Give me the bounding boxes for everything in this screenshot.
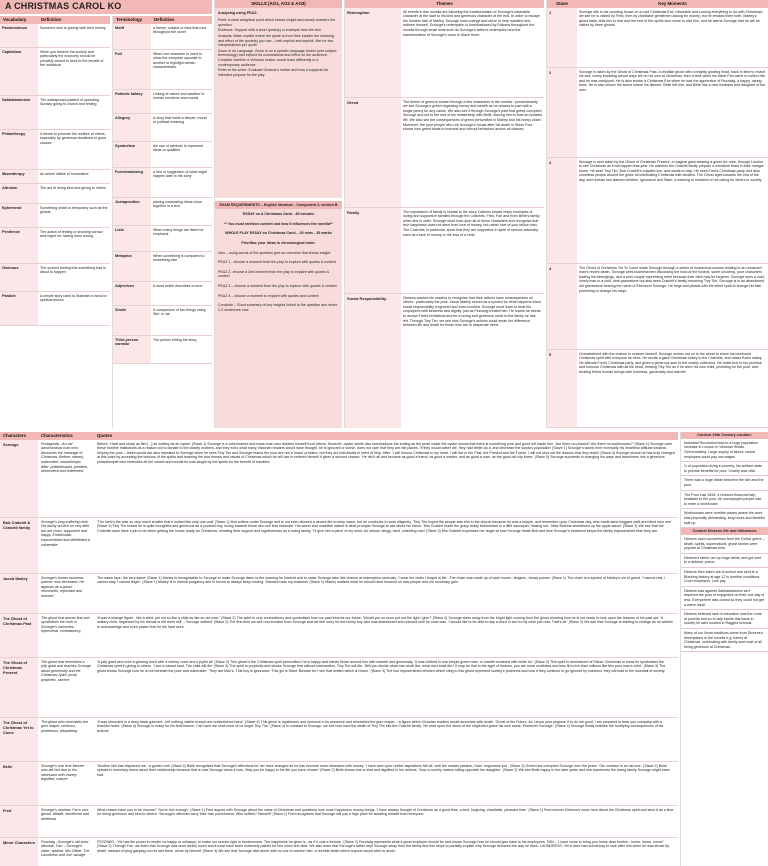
skills-section (214, 0, 342, 428)
vocab-def: The act of being kind and giving to others (40, 185, 106, 190)
peaz-refer: Refer to the writer: Evaluate Dickens's motive and how it supports his intended purpose for the play (218, 68, 329, 77)
context-item: Dickens then taken out of school and sent to a Blacking factory at age 12 in horrible conditions. Cruel employers. Low pay. (681, 568, 768, 587)
peaz-point: Point: A clear analytical point which shows insight and clearly answers the question (218, 18, 336, 27)
character-name: The Ghost of Christmas Present (0, 658, 38, 717)
moment-text: Scrooge is taken by the Ghost of Christmas Past, a childlike ghost with a brightly glowing head, back in time to revisit his sad, lonely boarding school days left on his own at Christmas, then a time when his sister Fan came to collect him and he was overjoyed. He is also shown a Christmas Eve when he was the apprentice of Fezziwig, a happy, caring boss. He is also shown the scene where his fiancée, Belle left him, and Belle has a new husband and daughter of her own. (579, 69, 766, 92)
character-traits: The ghost that resembles a jolly giant and teaches Scrooge about generosity and the Christmas Spirit: jovial, prophetic, sincere (41, 659, 91, 682)
character-name: Belle (0, 762, 38, 805)
character-name: The Ghost of Christmas Yet to Come (0, 718, 38, 761)
exam-peaz1: PEAZ 1 - choose a moment from the play to explore with quotes & context (218, 260, 336, 265)
vocab-def: The worried feeling that something bad is about to happen (40, 265, 106, 275)
vocab-def: The widespread practice of spending Sunday going to church and resting (40, 97, 99, 107)
characters-list (0, 440, 678, 866)
terminology-def: the use of symbols to represent ideas or qualities (153, 143, 204, 153)
character-name: The Ghost of Christmas Past (0, 614, 38, 657)
terminology-row (113, 282, 212, 306)
stave-number: 2 (547, 68, 577, 157)
terminology-row (113, 306, 212, 336)
terminology-def: When something is compared to something else (153, 253, 205, 263)
character-name: Scrooge (0, 440, 38, 517)
terminology-def: A story that holds a deeper, moral or political meaning (153, 115, 207, 125)
themes-header: Themes (345, 0, 544, 8)
exam-peaz2: PEAZ 2- choose a 2nd moment from the play to explore with quotes & context (218, 269, 330, 279)
peaz-evidence: Evidence: Support with a short quote(s) or example from the text. (218, 28, 322, 33)
character-traits: Scrooge's former business partner, now deceased. He appears as a ghost: remorseful, repentant and tortured (41, 575, 84, 598)
context-item: Many of our Xmas traditions come from Dickens's descriptions in the novella e.g. turkey at Christmas, celebrating with family and most of all being generous at Christmas. (681, 629, 768, 652)
vocab-row (0, 24, 110, 48)
stave-number: 5 (547, 350, 577, 427)
vocab-def: The action of feeling or showing sorrow and regret for having done wrong (40, 229, 103, 239)
terminology-term: Foreshadowing (113, 168, 151, 197)
vocab-def: A desire to promote the welfare of others, especially by generous donations to good causes (40, 131, 107, 145)
vocab-row (0, 184, 110, 204)
character-row (0, 762, 678, 806)
character-row (0, 838, 678, 866)
terminology-row (113, 168, 212, 198)
terminology-def: a theme, subject or idea that runs throughout the novel (153, 25, 207, 35)
character-quotes: 'The clerk's fire was so very much smaller that it looked like only one coal' (Stave 1) Bob suffers under Scrooge and is not even allowed a decent fire to keep warm, but he continues to work diligently. 'Tiny Tim hoped the people saw him in the church because he was a cripple, and remember upon Christmas day, who made lame beggars walk and blind men see' (Stave 3) Tiny Tim shows he is quite thoughtful and generous as a youthful boy, loving towards those who are less fortunate. His sweet and unselfish nature is what prompts Scrooge to ask about his future. 'Mrs Cratchit made the gravy ready beforehand in a little saucepan; hissing hot...Miss Belinda sweetened up the apple sauce' (Stave 3) We see that the Cratchits each have a job to do when getting the house ready for Christmas, showing their support and togetherness as a loving family. 'I'll give him a piece of my mind. An odious, stingy, hard, unfeeling man' (Stave 3) Mrs Cratchit expresses her anger at how Scrooge treats Bob and how Scrooge's treatment keeps the family impoverished than they are. (97, 519, 672, 533)
theme-name: Family (345, 208, 401, 293)
theme-text: The importance of family is central to the story. Dickens shows many examples of loving and supportive families through the Cratchits, Fred, Fan and even Belle's family when she is older. Scrooge must look upon all of these characters and recognise that true happiness does not stem from love of money, but rather love of your fellow man. The Cratchits, in particular, show that they are supportive in spite of serious adversity such as a lack of money or the loss of a child. (403, 209, 540, 237)
terminology-def: A word which describes a noun (153, 283, 203, 288)
stave-header: Stave (547, 0, 577, 8)
staves-section (546, 0, 768, 428)
character-quotes: What reason have you to be morose? You're rich enough.' (Stave 1) Fred argues with Scrooge about the value of Christmas and questions how much happiness money brings. 'I have always thought of Christmas as a good time, a kind, forgiving, charitable, pleasant time.' (Stave 1) Fred echoes Dickens's voice here about the Christmas spirit and sees it as a time for being generous and kind to others. 'Scrooge's offences carry their own punishment. Who suffers? Himself!' (Stave 1) Fred recognises that Scrooge will pay a high price for isolating himself from everyone. (97, 807, 674, 817)
vocab-term: Altruism (0, 184, 38, 203)
theme-text: All events in this novella are following the transformation of Scrooge's miserable character at the start to his kind and generous character at the end. In order to escape the horrible fate of Marley, Scrooge must change and strive to help mankind and redeem himself. Scrooge's redemption is foreshadowed by Dickens throughout the novella through small hints such as Scrooge's father's redemption and the transformation of Scrooge's room in Stave three. (403, 9, 541, 37)
character-name: Minor Characters (0, 838, 38, 866)
terminology-term: Metaphor (113, 252, 151, 281)
terminology-term: Adjectives (113, 282, 151, 305)
context-section (680, 432, 768, 866)
character-quotes: Before: 'Hard and sharp as flint [...] as solitary as an oyster' (Stave 1) Scrooge is a cold-hearted and mean man who isolates himself from others. However, oyster simile also foreshadows the ending as the pearl inside the oyster shows that there is something pure and good left inside him. 'Are there no prisons? Are there no workhouses?' (Stave 1) Scrooge uses these horrible institutions as a reason not to donate to the charity workers, and they echo what many Victorian readers would have thought, he is ignorant or worse, does not care that they are vile places. 'If they would rather die, they had better do it, and decrease the surplus population' (Stave 1) Scrooge's words here exemplify his heartless attitude towards helping the poor – these words are also repeated to Scrooge when he sees Tiny Tim and Scrooge learns the poor are not a 'mass' problem, but they are individuals in need of help. After: 'I will honour Christmas in my heart. I will live in the Past, the Present and the Future. I will not shut out the lessons that they teach' (Stave 4) Scrooge shows he has truly changed at this point by accepting the lessons of the spirits and learning the true morals and values of Christmas which he will use to redeem himself if given a second chance. 'He did it all and became as good a friend, as good a master, and as good a man, as the good old city knew.' (Stave 5) Scrooge succeeds in changing his ways and transforms into a generous philanthropist who embodies all the values and morals he was taught by the spirits for the benefit of mankind. (97, 441, 675, 464)
terminology-row (113, 142, 212, 168)
vocab-row (0, 204, 110, 228)
vocab-term: Misanthropy (0, 170, 38, 183)
character-quotes: 'Another idol has displaced me...a golden one' (Stave 2) Belle recognises that Scrooge's affections for her have changed as he has become more obsessed with money. 'I have seen your nobler aspirations fall off, until the master passion, Gain, engrosses you.' (Stave 2) Greed has corrupted Scrooge over the years. 'Our contract is an old one.' (Stave 2) Belle speaks in monetary terms about their relationship because that is how Scrooge views it now. 'May you be happy in the life you have chosen' (Stave 2) Belle shows she is kind and dignified in her actions. 'Now a comely matron sitting opposite her daughter.' (Stave 2) We see Belle happy in her later years and she represents the loving family Scrooge might have had. (97, 763, 670, 777)
character-traits: Scrooge's one time fiancée who left him due to his obsession with money: dignified, mature (41, 763, 85, 782)
theme-row (345, 98, 544, 208)
terminology-row (113, 336, 212, 364)
exam-title: EXAM REQUIREMENTS – English literature - Component 2, section B (215, 201, 342, 210)
vocab-row (0, 170, 110, 184)
character-traits: Protagonist –An old parsimonious man who discusses the message of Christmas. Before: miserly, malevolent, misanthropic. After: philanthropist, penitent, benevolent and redeemed. (41, 441, 88, 474)
stave-number: 1 (547, 8, 577, 67)
character-quotes: The same face; the very same' (Stave 1) Marley is recognisable to Scrooge to make Scrooge listen to the warning he foretold and to make Scrooge take this chance at redemption seriously. 'I wear the chain I forged in life...The chain was made up of cash boxes...ledgers...heavy purses' (Stave 1) The chain is a symbol of Marley's sin of greed. 'I cannot rest, I cannot stay, I cannot linger'. (Stave 1) Marley is in eternal purgatory and is forced to always keep moving. 'Mankind was my business' (Stave 1) Marley realises what he should have focused on was people and not monetary gain. (97, 575, 666, 585)
theme-text: The theme of greed is shown through a few characters in the novella - predominantly we see Scrooge's greed regarding money and wealth as he refuses to part with a single penny for any cause. We also see it through Scrooge's past that greed corrupted Scrooge and led to the end of his relationship with Belle, leaving him to lead an isolated life. We also see the consequences of greed personified in Marley and his heavy chain. Moreover, the poor people who rob Scrooge's house after his death in Stave Four shows how greed leads to immoral and corrupt behaviour across all classes. (403, 99, 542, 132)
character-row (0, 440, 678, 518)
context-item: Dickens used conventions from the Gothic genre – death, spirits, supernatural; ghost stories were popular at Christmas time. (681, 535, 768, 554)
exam-memorise: ** You must mention context and how it influences the novella** (224, 221, 333, 226)
themes-list (345, 8, 544, 428)
character-row (0, 614, 678, 658)
character-quotes: FEZZIWIG –'He has the power to render us happy or unhappy; to make our service light or burdensome. The happiness he gives is...as if it cost a fortune.' (Stave 2) Fezziwig represents what a good employer should be and shows Scrooge how he should give back to his employees. FAN – 'I have come to bring you home dear brother...home, home, home!' (Stave 2) Through Fan, we learn that Scrooge was once dearly loved and it must have been extremely painful for him when she died. We also learn that Scrooge's father kept Scrooge away from the family and this helps to partially explain why Scrooge behaves the way he does. LAUNDRESS: 'He'd have had somebody to look after him when he was struck by death, instead of lying gasping out his last there, alone by himself' (Stave 4) We see that Scrooge died alone with no one to comfort him- a horrible death which anyone would wish to avoid. (97, 839, 670, 853)
vocab-row (0, 130, 110, 170)
vocab-term: Sabbatarianism (0, 96, 38, 129)
theme-text: Dickens wanted his readers to recognise that their actions have consequences on others - particularly the poor. Jacob Marley serves as a symbol for what happens when social responsibility is ignored and even mocked. Scrooge must learn to treat his employees with kindness and dignity, just as Fezziwig treated him. He learns he needs to accept Fred's invitations and be a loving and generous uncle to the family he has left. Through Tiny Tim, we see how Scrooge's actions could mean the difference between life and death for those who are in desperate need. (403, 295, 541, 328)
terminology-term: Lists (113, 226, 151, 251)
vocab-term: Philanthropy (0, 130, 38, 169)
terminology-term: Foil (113, 50, 151, 89)
exam-conclude: Conclude – Short summary of key insights linked to the question and writer. 2-3 sentences max. (218, 303, 338, 312)
vocab-term: Ephemeral (0, 204, 38, 227)
context-header: Context 19th Century London: (681, 432, 768, 439)
character-quotes: 'It was shrouded in a deep black garment...left nothing visible except one outstretched hand.' (Stave 4) This ghost is mysterious and ominous in its presence and resembles the grim reaper – a figure which Victorian readers would associate with death. 'Ghost of the Future. As I know your purpose it to do me good, I am prepared to bear you company with a thankful heart.' (Stave 4) Scrooge is ready for his final lesson. 'I am sure we shall none of us forget Tiny Tim.' (Stave 4) In contrast to Scrooge, we see how hard the death of Tiny Tim hits the Cratchit family. 'He read upon the stone of the neglected grave his own name, Ebenezer Scrooge.' (Stave 4) Scrooge finally realises the horrifying consequences of his actions. (97, 719, 664, 733)
vocab-row (0, 264, 110, 292)
context-item: ¼ of population living in poverty. No welfare state to provide benefits for poor. Charity was vital. (681, 462, 768, 476)
vocab-term: Parsimonious (0, 24, 38, 47)
terminology-def: The person telling the story. (153, 337, 198, 342)
terminology-term: Motif (113, 24, 151, 49)
vocab-row (0, 228, 110, 264)
exam-essay: ESSAY on A Christmas Carol - 45 minutes (242, 212, 315, 217)
context-item: Dickens believed lack of education was the route of poverty and so to help tackle this issue in society he later worked in Ragged schools. (681, 610, 768, 629)
theme-row (345, 8, 544, 98)
vocab-row (0, 292, 110, 326)
peaz-box (215, 8, 342, 198)
vocab-list (0, 24, 110, 326)
context-list-2 (681, 535, 768, 652)
character-name: Fred (0, 806, 38, 837)
terminology-row (113, 90, 212, 114)
vocab-term: Parable (0, 292, 38, 325)
terminology-term: Third person narrator (113, 336, 151, 363)
character-traits: Scrooge's nephew. Fan's son: genial, affable, beneficent and antithesis (41, 807, 89, 821)
character-traits: Scrooge's long suffering clerk. His family survive on very little but are close, supportive and happy. Emblematic, impoverished and debilitated & vulnerable (41, 519, 91, 547)
moments-header: Key Moments (577, 0, 768, 8)
moments-list (547, 8, 768, 428)
exam-peaz4: PEAZ 4 – choose a moment to explore with quotes and context (218, 293, 319, 298)
exam-intro: Intro – using words of the question give an overview that shows insight. (218, 250, 332, 255)
character-row (0, 806, 678, 838)
theme-name: Redemption (345, 8, 401, 97)
moment-row (547, 68, 768, 158)
vocab-def: A simple story used to illustrate a moral or spiritual lesson (40, 293, 107, 303)
character-traits: Fezziwig –Scrooge's old boss: altruistic. Fan – Scrooge's sister: spirited. Mrs Dilber, The Laundress and Joe: savage (41, 839, 90, 858)
terminology-def: Linking of nature and weather to human emotions and moods (153, 91, 205, 101)
vocab-def: An active dislike of humankind (40, 171, 89, 176)
context-item: The Poor Law 1834- it reduced financial help available to the poor. All unemployed people had to enter a workhouse (681, 491, 768, 510)
character-quotes: 'A jolly giant who bore a glowing torch with a cheery voice and a joyful air' (Stave 3) This ghost is the Christmas spirit personified; he is happy and infects those around him with warmth and generosity. 'It was clothed in one simple green robe, or mantle bordered with white fur.' (Stave 3) This spirit is reminiscent of Father Christmas to show he symbolises the Christmas spirit in giving to others. 'I see a vacant seat. The child will die' (Stave 3) The spirit is prophetic and shows Scrooge that without intervention, Tiny Tim will die. 'Will you decide what men shall live, what men shall die? It may be that in the sight of heaven, you are more worthless and less fit to live than millions like this poor man's child.' (Stave 3) The ghost shows Scrooge how he is not beneath the poor and vulnerable. 'They are Man's. This boy is ignorance. This girl is Want. Beware for I see that written which is Doom.' (Stave 3) The two impoverished children which cling to this ghost represent society's problems and how if they continue to go ignored by mankind, they will lead to the downfall of society. (97, 659, 666, 673)
vocab-def: When you believe the society and particularly the economy should be privately owned to work to the benefit of the individual (40, 49, 104, 68)
context-item: There was a huge divide between the rich and the poor. (681, 476, 768, 490)
terminology-def: a hint or suggestion of what might happen later in the story (153, 169, 207, 179)
terminology-def: placing contrasting ideas close together in a text (153, 199, 202, 209)
vocab-row (0, 96, 110, 130)
theme-name: Social Responsibility (345, 294, 401, 428)
vocab-term: Ominous (0, 264, 38, 291)
character-row (0, 574, 678, 614)
stave-number: 4 (547, 264, 577, 349)
characters-section (0, 432, 678, 866)
terminology-def: When one character is used to show the complete opposite to another to highlight certain characteristics. (153, 51, 202, 70)
terminology-term: Juxtaposition (113, 198, 151, 225)
context-item: Dickens was against Sabbatarianism as it deprived the poor of enjoyment on their one day of rest. Everywhere was closed so they could not get a warm meal. (681, 587, 768, 610)
moment-row (547, 350, 768, 428)
exam-peaz3: PEAZ 3 – choose a moment from the play to explore with quotes & context (218, 283, 337, 288)
exam-box (215, 209, 342, 428)
terminology-term: Allegory (113, 114, 151, 141)
vocab-header-term: Vocabulary (0, 16, 38, 24)
char-header-traits: Characteristics (38, 432, 94, 440)
char-header-quotes: Quotes (94, 432, 678, 440)
vocab-row (0, 48, 110, 96)
character-name: Jacob Marley (0, 574, 38, 613)
moment-text: Scrooge sits in his counting house on a cold Christmas Eve, miserable and cursing everything to do with Christmas; we see he is visited by Fred, then by charitable gentlemen asking for money, but he refuses them both. Marley's ghost visits; tells him to fear and the rest of the spirits who come to visit him, and he warns Scrooge that he will be visited by three ghosts. (579, 9, 763, 28)
moment-text: Overwhelmed with the chance to redeem himself, Scrooge rushes out on to the street to share his newfound Christmas spirit with everyone he sees. He sends a giant Christmas turkey to the Cratchits, and raises Bob's salary. He attends Fred's Christmas party, and gives a generous sum to the charity collectors. He holds true to his promise and honours Christmas with all his heart, treating Tiny Tim as if he were his own child, providing for the poor, and treating fellow human beings with kindness, generosity and warmth. (579, 351, 763, 374)
exam-whole: WHOLE PLAY ESSAY on Christmas Carol – 40 mins - 45 marks (225, 231, 332, 236)
terminology-row (113, 24, 212, 50)
context-list (681, 439, 768, 528)
character-row (0, 658, 678, 718)
character-traits: The ghost who resembles the grim reaper: ominous, portentous, disquieting (41, 719, 89, 733)
terminology-term: Symbolism (113, 142, 151, 167)
peaz-title: Analysing using PEAZ: (218, 10, 258, 15)
stave-number: 3 (547, 158, 577, 263)
skills-header: SKILLS (AO1, AO2 & AO3) (215, 0, 342, 8)
vocab-def: Someone who is greedy with their money (40, 25, 106, 30)
character-name: Bob Cratchit & Cratchit family (0, 518, 38, 573)
exam-prioritise: Prioritise your ideas in chronological order. (241, 241, 316, 245)
terminology-row (113, 114, 212, 142)
vocab-def: Something which is temporary such as the ghosts (40, 205, 108, 215)
context-item: Industrial Revolution lead to a huge population increase in London in Victorian Britain. Overcrowding. Large supply of labour meant employers could pay low wages. (681, 439, 768, 462)
vocab-term: Capitalism (0, 48, 38, 95)
terminology-row (113, 198, 212, 226)
theme-row (345, 208, 544, 294)
terminology-row (113, 50, 212, 90)
character-row (0, 718, 678, 762)
context-header-2: Context Dickens life and Influences (681, 528, 768, 535)
terminology-term: Pathetic fallacy (113, 90, 151, 113)
char-header-name: Characters (0, 432, 38, 440)
moment-row (547, 8, 768, 68)
peaz-analysis: Analysis: Make explicit where the quote is from their explain the meaning and effect of the quote(s) you use – both explicit and implicit. Aim for two interpretations per quote. (218, 34, 334, 48)
terminology-row (113, 226, 212, 252)
vocabulary-section (0, 16, 110, 428)
context-item: Dickens's father ran up huge debts, and got sent to a debtors' prison. (681, 554, 768, 568)
theme-row (345, 294, 544, 428)
vocab-header-def: Definition (38, 16, 110, 24)
terminology-list (113, 24, 212, 364)
terminology-section (112, 16, 212, 428)
peaz-zoom: Zoom in on Language: Zoom in on a specific language choice (use subject terminology) and explore its connotations and effect on the audience. Consider whether a Victorian reader would react differently to a contemporary audience. (218, 48, 337, 67)
terminology-def: A comparison of two things using 'like' or 'as' (153, 307, 206, 317)
term-header-term: Terminology (113, 16, 151, 24)
themes-section (344, 0, 544, 428)
moment-row (547, 158, 768, 264)
terminology-term: Simile (113, 306, 151, 335)
term-header-def: Definition (151, 16, 212, 24)
terminology-def: When many things are listed for emphasis (153, 227, 204, 237)
character-row (0, 518, 678, 574)
moment-row (547, 264, 768, 350)
theme-name: Greed (345, 98, 401, 207)
terminology-row (113, 252, 212, 282)
page-title: A CHRISTMAS CAROL KO (0, 0, 212, 14)
character-quotes: 'It was a strange figure - like a child: yet not so like a child as like an old man.' (Stave 2) The spirit is very contradictory and symbolises how our past informs our future. 'Would you so soon put out the light I give?' (Stave 2) Scrooge shies away from the bright light coming from the ghost showing how he is not ready to look upon the lessons of his past yet. 'A solitary child, neglected by his friends is left there still' – Scrooge sobbed' (Stave 2) The first time we see real emotion from Scrooge and we feel sorry for the lonely boy who was abandoned and unloved until he once was. 'I should like to be able to say a word or two to my clerk just now. That's all.' (Stave 2) We see that Scrooge is starting to change as he wishes to acknowledge and even praise Bob for his hard work. (97, 615, 673, 629)
moment-text: The Ghost of Christmas Yet To Come leads Scrooge through a series of mysterious scenes relating to an unnamed man's recent death. Scrooge sees businessmen discussing the food at the funeral, some uncaring, poor characters trading his belongings, and a poor couple expressing relief because their debt may be forgiven. Scrooge sees a cold, lonely man in a cold, dark gravestone but also sees Cratchit's family mourning Tiny Tim. Scrooge is in an abandoned old gravestone bearing the name of Ebenezer Scrooge. He begs and pleads with the silent spirit to change his fate, promising to change his ways. (579, 265, 765, 293)
vocab-term: Penitence (0, 228, 38, 263)
context-item: Workhouses were horrible places where the work was physically demanding, long hours and families split up. (681, 509, 768, 528)
character-traits: The ghost that arrives first and symbolises the truth in Scrooge's memories: ephemeral, contradictory, (41, 615, 90, 634)
moment-text: Scrooge is next taken by the Ghost of Christmas Present, a magical giant wearing a green fur robe, through London to see Christmas as it will happen that year. He watches the Cratchit family prepare a miniature feast in their meagre home. He sees Tiny Tim, Bob Cratchit's crippled son, and wants to help. He sees Fred's Christmas party, and also countless people around the globe all celebrating Christmas with families. The Ghost ages towards the end of the day, and reveals two starved children, Ignorance and Want, a warning to mankind of not caring for others in society. (579, 159, 764, 182)
